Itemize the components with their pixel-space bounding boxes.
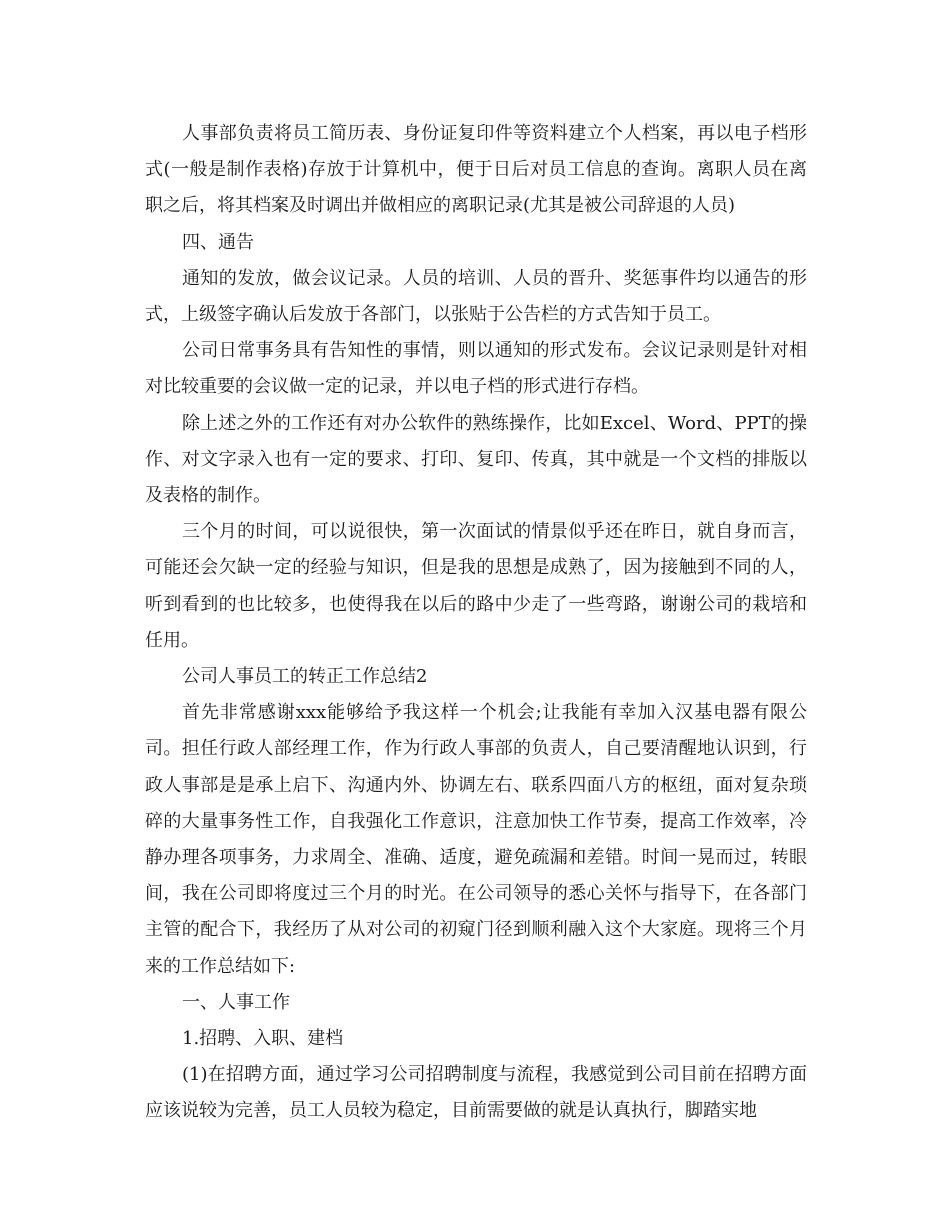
paragraph-three-months: 三个月的时间，可以说很快，第一次面试的情景似乎还在昨日，就自身而言，可能还会欠缺一定的经验与知识，但是我的思想是成熟了，因为接触到不同的人，听到看到的也比较多，也使得我在以后的路中少走了一些弯路，谢谢公司的栽培和任用。	[145, 521, 807, 651]
paragraph-office-software: 除上述之外的工作还有对办公软件的熟练操作，比如Excel、Word、PPT的操作、对文字录入也有一定的要求、打印、复印、传真，其中就是一个文档的排版以及表格的制作。	[145, 412, 807, 507]
paragraph-personnel-files: 人事部负责将员工简历表、身份证复印件等资料建立个人档案，再以电子档形式(一般是制作表格)存放于计算机中，便于日后对员工信息的查询。离职人员在离职之后，将其档案及时调出并做相应的离职记录(尤其是被公司辞退的人员)	[145, 123, 807, 217]
document-title-2: 公司人事员工的转正工作总结2	[182, 666, 428, 688]
paragraph-notices: 通知的发放，做会议记录。人员的培训、人员的晋升、奖惩事件均以通告的形式，上级签字确认后发放于各部门，以张贴于公告栏的方式告知于员工。	[145, 267, 807, 326]
subheading-recruitment: 1.招聘、入职、建档	[182, 1028, 344, 1050]
paragraph-introduction: 首先非常感谢xxx能够给予我这样一个机会;让我能有幸加入汉基电器有限公司。担任行政人部经理工作，作为行政人事部的负责人，自己要清醒地认识到，行政人事部是是承上启下、沟通内外、协调左右、联系四面八方的枢纽，面对复杂琐碎的大量事务性工作，自我强化工作意识，注意加快工作节奏，提高工作效率，冷静办理各项事务，力求周全、准确、适度，避免疏漏和差错。时间一晃而过，转眼间，我在公司即将度过三个月的时光。在公司领导的悉心关怀与指导下，在各部门主管的配合下，我经历了从对公司的初窥门径到顺利融入这个大家庭。现将三个月来的工作总结如下:	[145, 702, 807, 977]
document-body	[145, 116, 807, 1130]
paragraph-meeting-records: 公司日常事务具有告知性的事情，则以通知的形式发布。会议记录则是针对相对比较重要的会议做一定的记录，并以电子档的形式进行存档。	[145, 340, 807, 398]
section-heading-notices: 四、通告	[182, 231, 254, 253]
paragraph-recruitment: (1)在招聘方面，通过学习公司招聘制度与流程，我感觉到公司目前在招聘方面应该说较为完善，员工人员较为稳定，目前需要做的就是认真执行，脚踏实地	[145, 1064, 807, 1122]
section-heading-hr-work: 一、人事工作	[182, 991, 290, 1013]
